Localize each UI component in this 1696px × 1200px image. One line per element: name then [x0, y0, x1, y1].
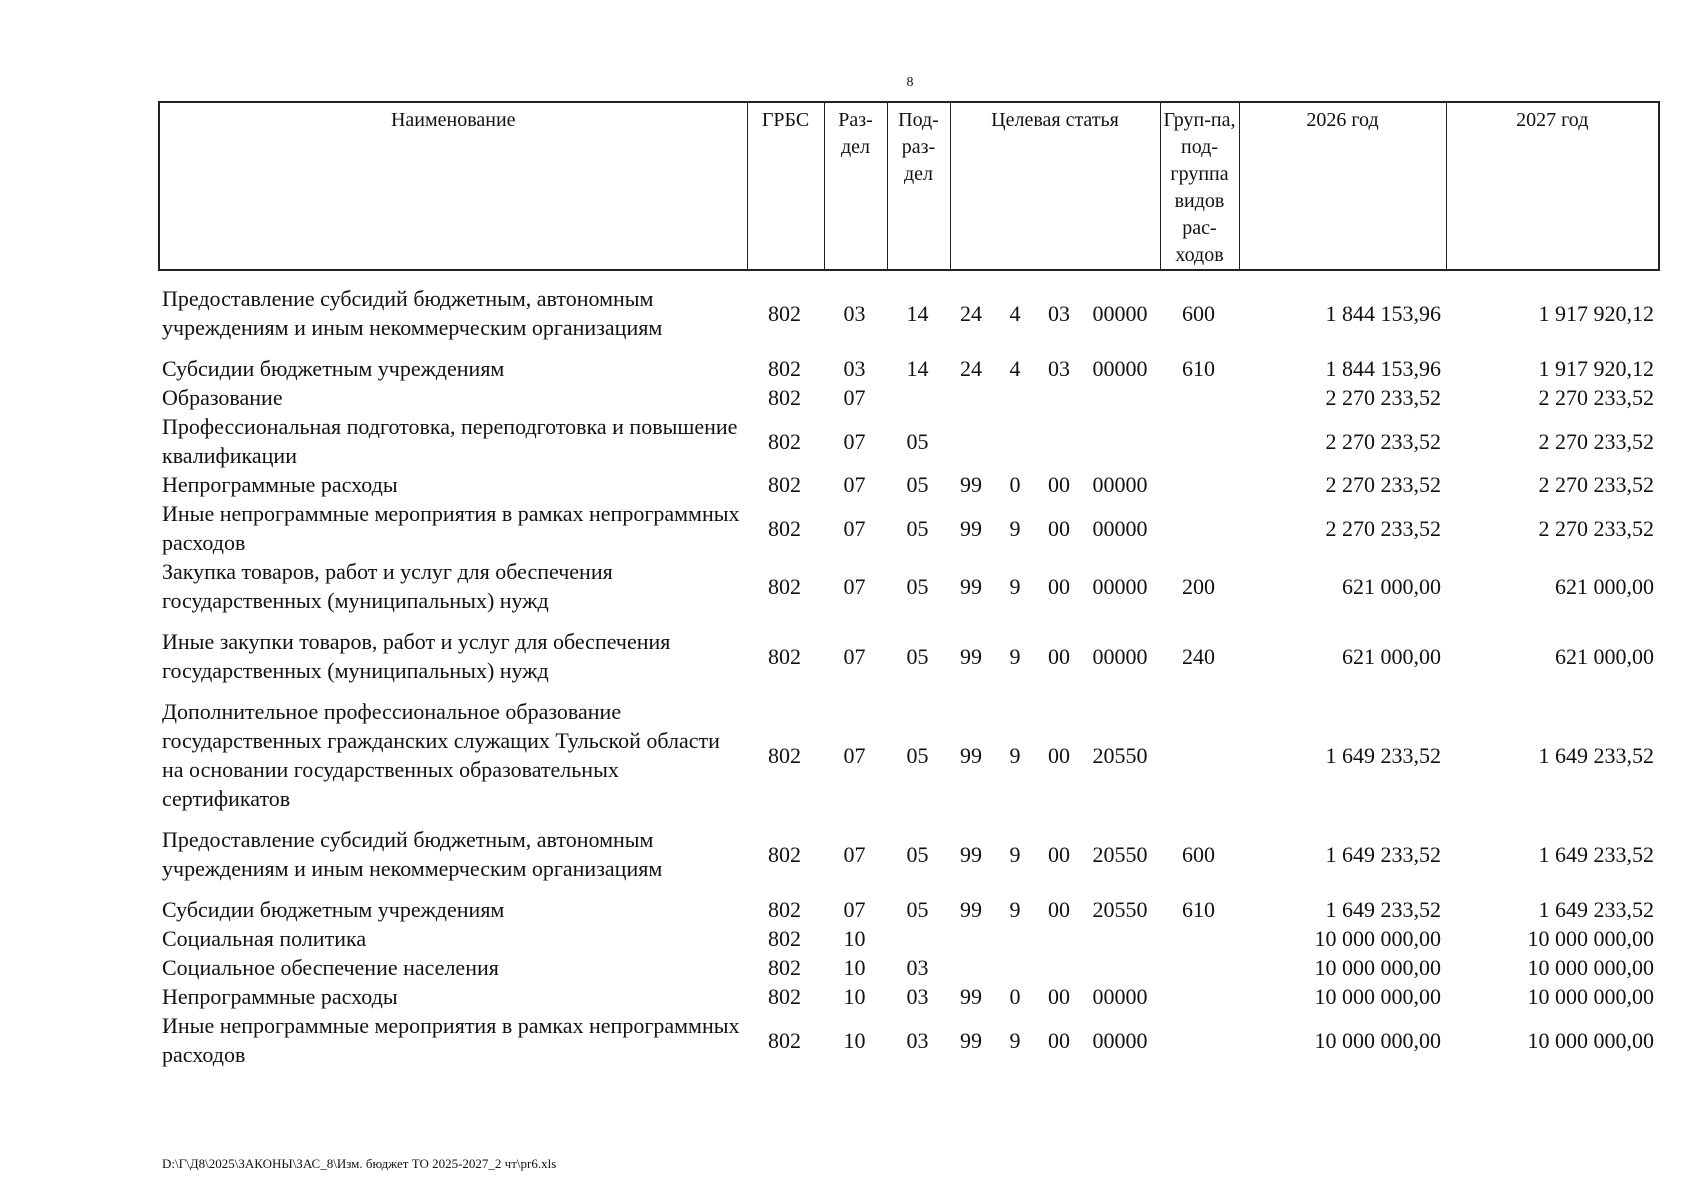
row-target-direction: 00000 — [1092, 515, 1148, 541]
row-expense-group — [1159, 1011, 1238, 1069]
row-name: Социальное обеспечение населения — [162, 955, 499, 980]
table-row — [158, 924, 1658, 953]
table-row — [158, 470, 1658, 499]
row-name: Непрограммные расходы — [162, 984, 398, 1009]
row-target-type: 9 — [1009, 573, 1021, 599]
row-name: Иные закупки товаров, работ и услуг для обеспечения государственных (муниципальных) нужд — [162, 629, 671, 683]
row-spacer — [158, 685, 1658, 697]
row-target-program: 99 — [960, 841, 982, 867]
row-target-direction — [1081, 953, 1159, 982]
row-target-type: 0 — [1009, 984, 1021, 1009]
row-target-program: 99 — [960, 573, 982, 599]
row-name: Иные непрограммные мероприятия в рамках непрограммных расходов — [162, 1013, 740, 1067]
row-podrazdel: 14 — [906, 356, 929, 381]
table-row — [158, 1011, 1658, 1069]
row-razdel: 07 — [843, 515, 866, 541]
row-name: Иные непрограммные мероприятия в рамках непрограммных расходов — [162, 501, 740, 555]
table-row — [158, 953, 1658, 982]
row-target-program: 99 — [960, 1027, 982, 1053]
row-target-subprogram: 00 — [1048, 984, 1070, 1009]
row-podrazdel: 05 — [906, 515, 929, 541]
row-razdel: 07 — [843, 897, 866, 922]
row-grbs: 802 — [768, 356, 801, 381]
row-expense-group — [1159, 697, 1238, 813]
row-target-program: 24 — [960, 356, 982, 381]
row-amount-2026: 2 270 233,52 — [1325, 515, 1441, 541]
row-razdel: 10 — [843, 926, 866, 951]
row-target-type: 9 — [1009, 515, 1021, 541]
row-razdel: 03 — [843, 300, 866, 326]
row-expense-group — [1159, 499, 1238, 557]
row-podrazdel: 05 — [906, 841, 929, 867]
row-target-program — [949, 924, 993, 953]
spacer-cell — [158, 685, 1658, 697]
row-spacer — [158, 883, 1658, 895]
table-row — [158, 284, 1658, 342]
row-expense-group: 200 — [1182, 573, 1215, 599]
row-target-type: 9 — [1009, 897, 1021, 922]
row-amount-2026: 10 000 000,00 — [1314, 984, 1441, 1009]
row-amount-2027: 2 270 233,52 — [1538, 515, 1654, 541]
row-amount-2026: 1 649 233,52 — [1325, 897, 1441, 922]
row-podrazdel: 05 — [906, 573, 929, 599]
row-grbs: 802 — [768, 841, 801, 867]
table-row — [158, 825, 1658, 883]
table-row — [158, 557, 1658, 615]
row-target-type: 9 — [1009, 1027, 1021, 1053]
row-grbs: 802 — [768, 1027, 801, 1053]
row-target-subprogram: 00 — [1048, 643, 1070, 669]
table-row — [158, 982, 1658, 1011]
row-amount-2026: 1 649 233,52 — [1325, 841, 1441, 867]
row-name: Профессиональная подготовка, переподготовка и повышение квалификации — [162, 414, 738, 468]
row-razdel: 10 — [843, 984, 866, 1009]
row-amount-2027: 621 000,00 — [1555, 573, 1654, 599]
row-amount-2027: 2 270 233,52 — [1538, 428, 1654, 454]
row-target-program: 99 — [960, 472, 982, 497]
row-amount-2026: 10 000 000,00 — [1314, 926, 1441, 951]
spacer-cell — [158, 813, 1658, 825]
row-amount-2026: 1 844 153,96 — [1325, 356, 1441, 381]
row-grbs: 802 — [768, 897, 801, 922]
row-razdel: 03 — [843, 356, 866, 381]
row-amount-2027: 2 270 233,52 — [1538, 385, 1654, 410]
row-amount-2026: 10 000 000,00 — [1314, 955, 1441, 980]
row-amount-2026: 621 000,00 — [1342, 643, 1441, 669]
row-razdel: 07 — [843, 841, 866, 867]
page-number: 8 — [906, 75, 914, 90]
row-target-type: 4 — [1009, 356, 1021, 381]
row-target-program: 24 — [960, 300, 982, 326]
row-target-type — [993, 953, 1037, 982]
row-name: Субсидии бюджетным учреждениям — [162, 356, 505, 381]
row-amount-2027: 2 270 233,52 — [1538, 472, 1654, 497]
row-target-type: 9 — [1009, 742, 1021, 768]
row-target-direction: 00000 — [1092, 984, 1148, 1009]
row-target-type: 4 — [1009, 300, 1021, 326]
row-expense-group: 610 — [1182, 356, 1215, 381]
row-grbs: 802 — [768, 300, 801, 326]
row-target-direction: 20550 — [1092, 742, 1148, 768]
row-target-program — [949, 953, 993, 982]
row-target-subprogram — [1037, 383, 1081, 412]
row-target-program — [949, 412, 993, 470]
row-target-subprogram — [1037, 412, 1081, 470]
row-name: Предоставление субсидий бюджетным, автономным учреждениям и иным некоммерческим организациям — [162, 827, 663, 881]
row-amount-2027: 1 917 920,12 — [1538, 300, 1654, 326]
row-grbs: 802 — [768, 926, 801, 951]
row-target-type — [993, 383, 1037, 412]
row-target-subprogram: 00 — [1048, 742, 1070, 768]
row-grbs: 802 — [768, 643, 801, 669]
row-razdel: 07 — [843, 742, 866, 768]
row-amount-2026: 1 844 153,96 — [1325, 300, 1441, 326]
row-target-type: 0 — [1009, 472, 1021, 497]
row-grbs: 802 — [768, 515, 801, 541]
row-podrazdel: 05 — [906, 643, 929, 669]
row-podrazdel: 03 — [906, 955, 929, 980]
row-target-subprogram: 00 — [1048, 1027, 1070, 1053]
row-name: Закупка товаров, работ и услуг для обеспечения государственных (муниципальных) нужд — [162, 559, 613, 613]
table-row — [158, 354, 1658, 383]
row-grbs: 802 — [768, 984, 801, 1009]
table-row — [158, 383, 1658, 412]
row-expense-group — [1159, 470, 1238, 499]
row-podrazdel: 05 — [906, 897, 929, 922]
row-target-direction — [1081, 412, 1159, 470]
row-target-subprogram: 00 — [1048, 515, 1070, 541]
row-podrazdel: 03 — [906, 1027, 929, 1053]
row-name: Субсидии бюджетным учреждениям — [162, 897, 505, 922]
row-amount-2026: 2 270 233,52 — [1325, 385, 1441, 410]
row-amount-2027: 10 000 000,00 — [1527, 984, 1654, 1009]
header-target-article: Целевая статья — [950, 102, 1160, 270]
row-amount-2026: 10 000 000,00 — [1314, 1027, 1441, 1053]
row-target-direction: 00000 — [1092, 300, 1148, 326]
row-target-direction — [1081, 383, 1159, 412]
header-grbs: ГРБС — [747, 102, 824, 270]
row-expense-group: 610 — [1182, 897, 1215, 922]
row-target-subprogram: 00 — [1048, 573, 1070, 599]
row-expense-group — [1159, 412, 1238, 470]
row-target-program: 99 — [960, 897, 982, 922]
row-podrazdel — [886, 924, 949, 953]
row-amount-2026: 2 270 233,52 — [1325, 472, 1441, 497]
row-podrazdel: 05 — [906, 472, 929, 497]
row-target-direction: 00000 — [1092, 573, 1148, 599]
row-target-direction: 20550 — [1092, 841, 1148, 867]
row-podrazdel: 03 — [906, 984, 929, 1009]
row-target-subprogram: 00 — [1048, 472, 1070, 497]
row-amount-2027: 10 000 000,00 — [1527, 926, 1654, 951]
row-amount-2026: 2 270 233,52 — [1325, 428, 1441, 454]
row-razdel: 10 — [843, 955, 866, 980]
row-name: Образование — [162, 385, 283, 410]
table-body — [158, 284, 1658, 1069]
row-target-direction: 00000 — [1092, 1027, 1148, 1053]
row-razdel: 07 — [843, 573, 866, 599]
table-row — [158, 627, 1658, 685]
row-podrazdel: 05 — [906, 742, 929, 768]
row-name: Дополнительное профессиональное образование государственных гражданских служащих Тульской области на основании государственных образовательных сертификатов — [162, 699, 720, 811]
row-target-direction: 00000 — [1092, 472, 1148, 497]
header-name: Наименование — [159, 102, 747, 270]
row-target-type: 9 — [1009, 841, 1021, 867]
row-target-program: 99 — [960, 984, 982, 1009]
row-target-direction: 00000 — [1092, 356, 1148, 381]
row-target-subprogram: 00 — [1048, 897, 1070, 922]
row-target-subprogram — [1037, 924, 1081, 953]
budget-table — [158, 284, 1658, 1069]
header-podrazdel: Под-раз-дел — [887, 102, 950, 270]
row-grbs: 802 — [768, 573, 801, 599]
row-target-subprogram: 03 — [1048, 300, 1070, 326]
row-amount-2027: 1 649 233,52 — [1538, 742, 1654, 768]
row-name: Непрограммные расходы — [162, 472, 398, 497]
file-path: D:\Г\Д8\2025\ЗАКОНЫ\ЗАС_8\Изм. бюджет ТО 2025-2027_2 чт\pr6.xls — [162, 1156, 557, 1171]
row-podrazdel: 05 — [906, 428, 929, 454]
row-spacer — [158, 342, 1658, 354]
row-amount-2027: 1 649 233,52 — [1538, 897, 1654, 922]
table-header — [158, 101, 1660, 271]
table-row — [158, 697, 1658, 813]
row-grbs: 802 — [768, 472, 801, 497]
row-podrazdel: 14 — [906, 300, 929, 326]
table-row — [158, 412, 1658, 470]
row-target-program: 99 — [960, 643, 982, 669]
row-razdel: 07 — [843, 385, 866, 410]
header-razdel: Раз-дел — [824, 102, 887, 270]
row-expense-group: 600 — [1182, 841, 1215, 867]
row-target-direction: 20550 — [1092, 897, 1148, 922]
row-target-direction — [1081, 924, 1159, 953]
row-amount-2027: 621 000,00 — [1555, 643, 1654, 669]
row-grbs: 802 — [768, 955, 801, 980]
spacer-cell — [158, 883, 1658, 895]
row-expense-group — [1159, 383, 1238, 412]
row-grbs: 802 — [768, 742, 801, 768]
row-amount-2027: 10 000 000,00 — [1527, 955, 1654, 980]
row-target-type — [993, 924, 1037, 953]
table-row — [158, 895, 1658, 924]
row-target-subprogram: 03 — [1048, 356, 1070, 381]
row-razdel: 07 — [843, 643, 866, 669]
row-expense-group — [1159, 924, 1238, 953]
row-razdel: 07 — [843, 472, 866, 497]
row-target-program: 99 — [960, 742, 982, 768]
header-year-2026: 2026 год — [1239, 102, 1446, 270]
row-target-program: 99 — [960, 515, 982, 541]
row-target-type: 9 — [1009, 643, 1021, 669]
row-target-program — [949, 383, 993, 412]
row-amount-2027: 1 917 920,12 — [1538, 356, 1654, 381]
row-grbs: 802 — [768, 428, 801, 454]
row-expense-group — [1159, 953, 1238, 982]
header-year-2027: 2027 год — [1446, 102, 1659, 270]
row-amount-2027: 1 649 233,52 — [1538, 841, 1654, 867]
spacer-cell — [158, 615, 1658, 627]
row-amount-2027: 10 000 000,00 — [1527, 1027, 1654, 1053]
row-target-subprogram — [1037, 953, 1081, 982]
spacer-cell — [158, 342, 1658, 354]
row-razdel: 10 — [843, 1027, 866, 1053]
row-spacer — [158, 615, 1658, 627]
row-grbs: 802 — [768, 385, 801, 410]
table-row — [158, 499, 1658, 557]
row-target-direction: 00000 — [1092, 643, 1148, 669]
row-name: Социальная политика — [162, 926, 367, 951]
row-name: Предоставление субсидий бюджетным, автономным учреждениям и иным некоммерческим организациям — [162, 286, 663, 340]
row-podrazdel — [886, 383, 949, 412]
row-expense-group — [1159, 982, 1238, 1011]
header-expense-group: Груп-па, под-группа видов рас-ходов — [1160, 102, 1239, 270]
row-amount-2026: 1 649 233,52 — [1325, 742, 1441, 768]
row-target-subprogram: 00 — [1048, 841, 1070, 867]
row-razdel: 07 — [843, 428, 866, 454]
row-expense-group: 240 — [1182, 643, 1215, 669]
row-expense-group: 600 — [1182, 300, 1215, 326]
row-target-type — [993, 412, 1037, 470]
row-amount-2026: 621 000,00 — [1342, 573, 1441, 599]
row-spacer — [158, 813, 1658, 825]
